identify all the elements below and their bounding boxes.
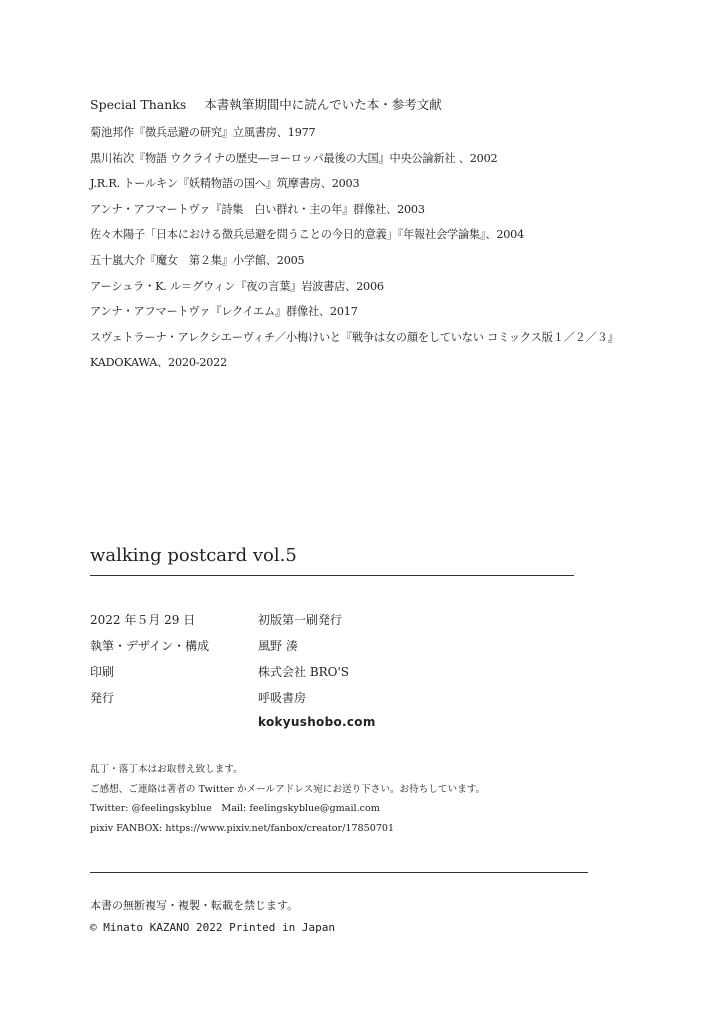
colophon-key: 執筆・デザイン・構成 [90,639,210,653]
contact-line: Twitter: @feelingskyblue Mail: feelingskyblue@gmail.com [90,803,380,814]
reference-item: アンナ・アフマートヴァ『レクイエム』群像社、2017 [90,305,358,319]
series-title: walking postcard vol.5 [90,545,297,566]
reference-item: 黒川祐次『物語 ウクライナの歴史―ヨーロッパ最後の大国』中央公論新社 、2002 [90,151,498,165]
note-line: 乱丁・落丁本はお取替え致します。 [90,764,243,775]
note-line: ご感想、ご連絡は著者の Twitter かメールアドレス宛にお送り下さい。お待ちしています。 [90,783,486,795]
divider-top [90,575,574,576]
colophon-key: 印刷 [90,665,115,679]
reference-item: 菊池邦作『徴兵忌避の研究』立風書房、1977 [90,126,316,139]
reference-item: アンナ・アフマートヴァ『詩集 白い群れ・主の年』群像社、2003 [90,202,425,216]
colophon-key: 2022 年５月 29 日 [90,613,196,627]
reference-item: アーシュラ・K. ル＝グウィン『夜の言葉』岩波書店、2006 [90,279,384,293]
reference-item: 佐々木陽子「日本における徴兵忌避を問うことの今日的意義」『年報社会学論集』、2004 [90,228,524,242]
divider-bottom [90,872,588,873]
colophon-key: 発行 [90,691,115,705]
publisher-website: kokyushobo.com [258,715,376,729]
colophon-value: 株式会社 BRO'S [258,665,350,679]
reference-item: 五十嵐大介『魔女 第２集』小学館、2005 [90,253,305,267]
colophon-value: 初版第一刷発行 [258,613,343,627]
footer [90,898,335,942]
special-thanks-label: Special Thanks [90,97,187,112]
rights-notice: 本書の無断複写・複製・転載を禁じます。 [90,899,299,912]
reference-item: J.R.R. トールキン『妖精物語の国へ』筑摩書房、2003 [90,177,360,191]
reference-item: KADOKAWA、2020-2022 [90,356,227,370]
colophon-value: 呼吸書房 [258,691,307,705]
fanbox-line: pixiv FANBOX: https://www.pixiv.net/fanbox/creator/17850701 [90,822,395,834]
copyright-line: © Minato KAZANO 2022 Printed in Japan [90,921,336,934]
special-thanks-heading [90,95,442,113]
reference-item: スヴェトラーナ・アレクシエーヴィチ／小梅けいと『戦争は女の顔をしていない コミックス版１／２／３』 [90,330,619,344]
special-thanks-subtitle: 本書執筆期間中に読んでいた本・参考文献 [204,97,442,112]
colophon-value: 風野 湊 [258,639,298,653]
reference-list [90,124,619,380]
notes-block [90,763,485,841]
